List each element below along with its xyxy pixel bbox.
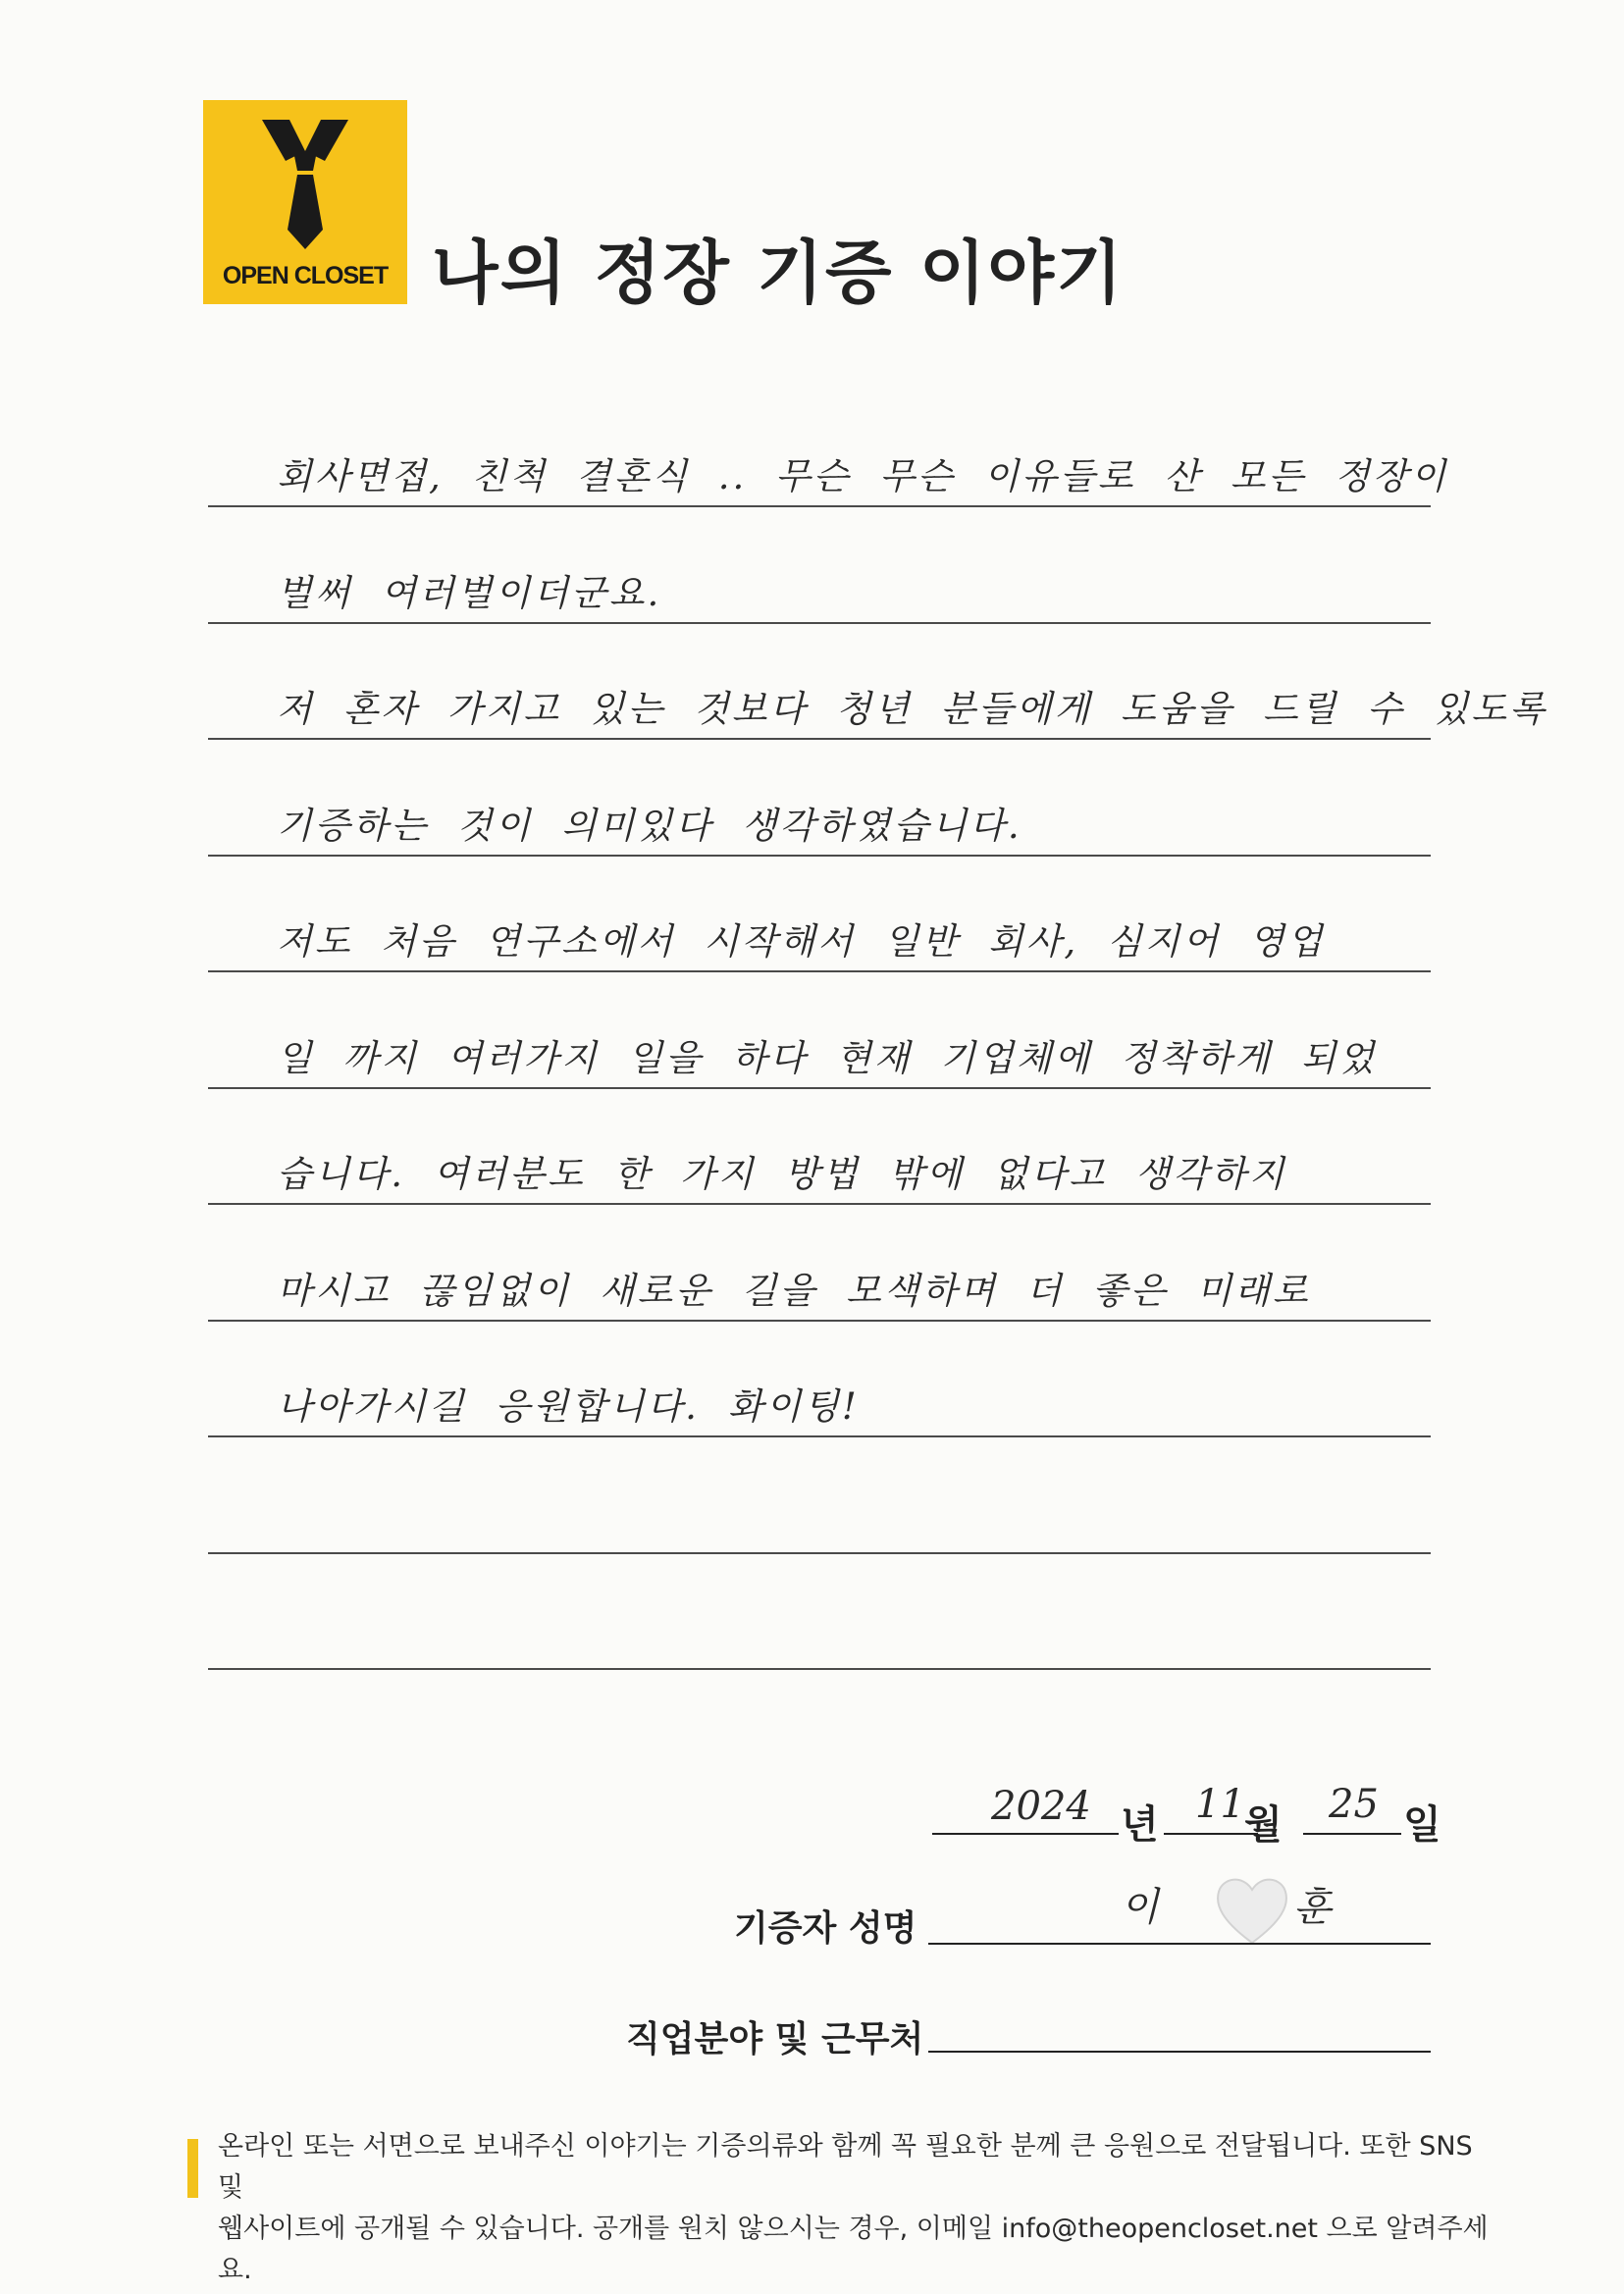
ruled-line (208, 1203, 1431, 1205)
story-line-text: 마시고 끊임없이 새로운 길을 모색하며 더 좋은 미래로 (277, 1269, 1311, 1312)
donor-name-last: 훈 (1293, 1885, 1332, 1930)
story-line (208, 1349, 1431, 1437)
story-line-text: 일 까지 여러가지 일을 하다 현재 기업체에 정착하게 되었 (277, 1036, 1378, 1079)
footer-line-1: 온라인 또는 서면으로 보내주신 이야기는 기증의류와 함께 꼭 필요한 분께 큰 응원으로 전달됩니다. 또한 SNS 및 (218, 2131, 1473, 2203)
story-line (208, 1001, 1431, 1089)
story-line-text: 습니다. 여러분도 한 가지 방법 밖에 없다고 생각하지 (277, 1153, 1287, 1195)
heart-icon (1213, 1874, 1291, 1947)
logo-text: OPEN CLOSET (222, 262, 389, 289)
story-line (208, 536, 1431, 624)
story-line-text: 회사면접, 친척 결혼식 .. 무슨 무슨 이유들로 산 모든 정장이 (277, 455, 1449, 497)
ruled-line (208, 622, 1431, 624)
story-line-text: 나아가시길 응원합니다. 화이팅! (277, 1385, 860, 1428)
story-line-text: 기증하는 것이 의미있다 생각하였습니다. (277, 804, 1022, 847)
story-line (208, 1466, 1431, 1554)
ruled-line (208, 1668, 1431, 1670)
date-year-label: 년 (1121, 1802, 1159, 1848)
date-day-label: 일 (1403, 1802, 1441, 1848)
donor-name-field[interactable] (928, 1874, 1431, 1949)
date-month-label: 월 (1244, 1802, 1283, 1848)
ruled-line (208, 1320, 1431, 1322)
donor-name-first: 이 (1121, 1885, 1159, 1930)
job-label: 직업분야 및 근무처 (626, 2019, 924, 2059)
story-line (208, 1233, 1431, 1322)
ruled-line (208, 855, 1431, 857)
story-line (208, 884, 1431, 972)
story-line (208, 652, 1547, 740)
footer-notice (218, 2126, 1493, 2291)
story-line (208, 1582, 1431, 1670)
date-row (932, 1784, 1442, 1852)
date-year: 2024 (991, 1784, 1091, 1829)
story-line (208, 768, 1431, 857)
ruled-line (208, 970, 1431, 972)
ruled-line (208, 1087, 1431, 1089)
page-title: 나의 정장 기증 이야기 (432, 233, 1125, 313)
ruled-line (208, 738, 1431, 740)
ruled-line (208, 1435, 1431, 1437)
date-day: 25 (1329, 1782, 1379, 1827)
footer-line-2: 웹사이트에 공개될 수 있습니다. 공개를 원치 않으시는 경우, 이메일 info@theopencloset.net 으로 알려주세요. (218, 2214, 1489, 2285)
footer-accent-bar (187, 2139, 198, 2198)
story-line-text: 벌써 여러벌이더군요. (277, 571, 662, 614)
story-line-text: 저도 처음 연구소에서 시작해서 일반 회사, 심지어 영업 (277, 920, 1326, 963)
donor-name-label: 기증자 성명 (734, 1908, 917, 1949)
ruled-line (208, 1552, 1431, 1554)
story-line (208, 419, 1449, 507)
job-field[interactable] (928, 2002, 1431, 2053)
story-line (208, 1117, 1431, 1205)
open-closet-logo (203, 100, 407, 304)
story-line-text: 저 혼자 가지고 있는 것보다 청년 분들에게 도움을 드릴 수 있도록 (277, 688, 1547, 730)
ruled-line (208, 505, 1431, 507)
date-month: 11 (1195, 1782, 1245, 1827)
